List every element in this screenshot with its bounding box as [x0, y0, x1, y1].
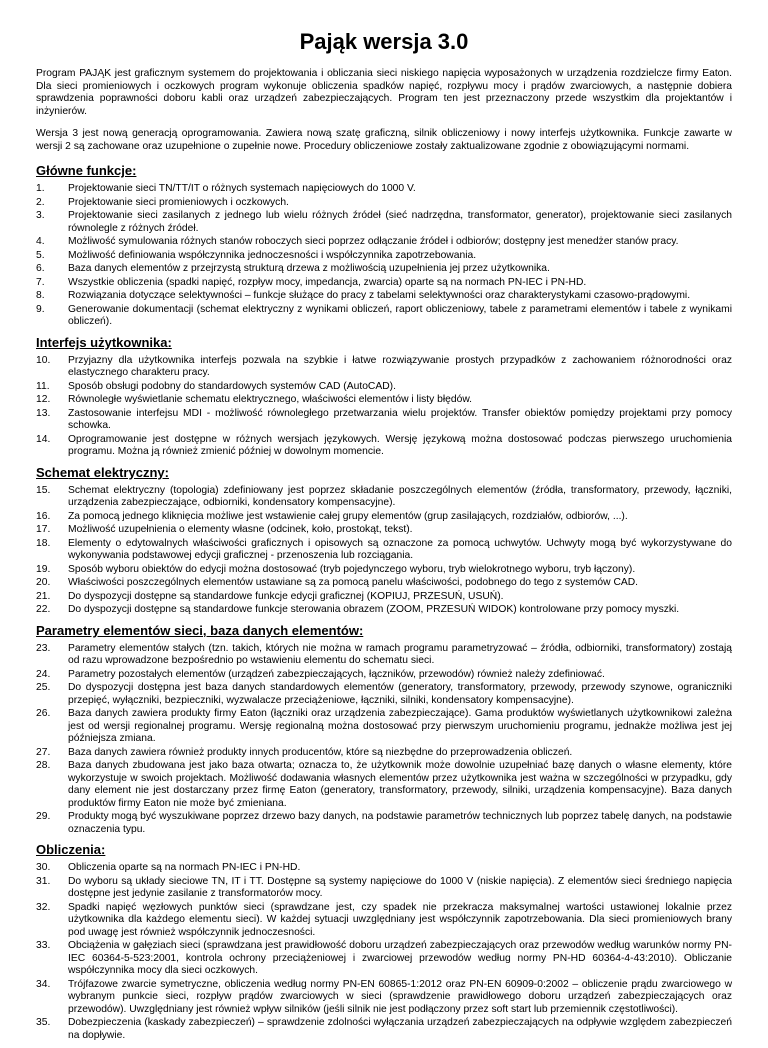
list-item-text: Oprogramowanie jest dostępne w różnych wersjach językowych. Wersję językową można dostosować podczas pierwszego uruchomienia programu. Można ją również zmienić później w dowolnym momencie.: [68, 433, 732, 458]
list-item: [36, 1017, 732, 1042]
list-item: [36, 277, 732, 290]
list-item: [36, 747, 732, 760]
list-item: [36, 643, 732, 668]
list-item: [36, 381, 732, 394]
list-item-number: 27.: [36, 746, 51, 758]
list-item-text: Wszystkie obliczenia (spadki napięć, rozpływ mocy, impedancja, zwarcia) oparte są na normach PN-IEC i PN-HD.: [68, 276, 587, 288]
list-item: [36, 708, 732, 746]
list-item-number: 19.: [36, 563, 51, 575]
list-item-number: 28.: [36, 760, 51, 772]
list-item-number: 13.: [36, 407, 51, 419]
list-item-number: 21.: [36, 590, 51, 602]
list-item-text: Równoległe wyświetlanie schematu elektrycznego, właściwości elementów i listy błędów.: [68, 394, 473, 406]
list-item-number: 10.: [36, 354, 51, 366]
list-item-text: Schemat elektryczny (topologia) zdefiniowany jest poprzez składanie poszczególnych elementów (źródła, transformatory, przewody, łączniki, urządzenia zabezpieczające, odbiorniki, kondensatory kompensacyjne).: [68, 484, 732, 509]
section: [36, 465, 732, 617]
document: [36, 24, 732, 1048]
list-item-text: Elementy o edytowalnych właściwości graficznych i opisowych są oznaczone za pomocą uchwytów. Uchwyty mogą być wykorzystywane do wykonywania podstawowej edycji graficznej - przenoszenia lub rozciągania.: [68, 537, 732, 562]
list-item: [36, 760, 732, 810]
sections: [36, 163, 732, 1042]
list-item-number: 29.: [36, 811, 51, 823]
list-item-number: 31.: [36, 875, 51, 887]
list-item-text: Rozwiązania dotyczące selektywności – funkcje służące do pracy z tabelami selektywności oraz charakterystykami czasowo-prądowymi.: [68, 290, 691, 302]
list-item: [36, 682, 732, 707]
list-item-number: 5.: [36, 249, 45, 261]
list-item: [36, 538, 732, 563]
list-item: [36, 564, 732, 577]
list-item: [36, 940, 732, 978]
section: [36, 842, 732, 1042]
list-item-number: 23.: [36, 642, 51, 654]
list-item-text: Produkty mogą być wyszukiwane poprzez drzewo bazy danych, na podstawie parametrów technicznych lub poprzez tabelę danych, na podstawie oznaczenia typu.: [68, 811, 732, 835]
list-item-number: 25.: [36, 682, 51, 694]
intro-paragraph: Wersja 3 jest nową generacją oprogramowania. Zawiera nową szatę graficzną, silnik obliczeniowy i nowy interfejs użytkownika. Funkcje zawarte w wersji 2 są zachowane oraz uzupełnione o zupełnie nowe. Procedury obliczeniowe zostały zaktualizowane zgodnie z obowiązującymi normami.: [36, 128, 732, 152]
list-item: [36, 876, 732, 901]
list-item-number: 30.: [36, 862, 51, 874]
list-item: [36, 290, 732, 303]
numbered-list: [36, 643, 732, 837]
list-item-text: Możliwość uzupełnienia o elementy własne (odcinek, koło, prostokąt, tekst).: [68, 524, 413, 536]
list-item-text: Parametry elementów stałych (tzn. takich, których nie można w ramach programu parametryzować – źródła, odbiorniki, transformatory) zostają od razu wprowadzone bezpośrednio po wstawieniu elementu do schematu sieci.: [68, 642, 732, 667]
list-item-number: 1.: [36, 183, 45, 195]
list-item-number: 8.: [36, 290, 45, 302]
list-item-number: 24.: [36, 668, 51, 680]
list-item: [36, 669, 732, 682]
list-item-text: Możliwość symulowania różnych stanów roboczych sieci poprzez odłączanie źródeł i odbiorów; dostępny jest menedżer stanów pracy.: [68, 236, 679, 248]
list-item-text: Do dyspozycji dostępne są standardowe funkcje edycji graficznej (KOPIUJ, PRZESUŃ, USUŃ).: [68, 590, 504, 602]
list-item: [36, 862, 732, 875]
list-item: [36, 811, 732, 836]
intro: [36, 68, 732, 153]
list-item: [36, 979, 732, 1017]
list-item-number: 7.: [36, 276, 45, 288]
list-item-number: 22.: [36, 604, 51, 616]
section: [36, 335, 732, 459]
section-heading: Interfejs użytkownika:: [36, 334, 172, 350]
list-item-text: Baza danych elementów z przejrzystą strukturą drzewa z możliwością uzupełnienia jej przez użytkownika.: [68, 263, 550, 275]
list-item-text: Generowanie dokumentacji (schemat elektryczny z wynikami obliczeń, raport obliczeniowy, tabele z parametrami elementów i tabele z wynikami obliczeń).: [68, 303, 732, 328]
list-item-text: Projektowanie sieci promieniowych i oczkowych.: [68, 196, 289, 208]
list-item: [36, 434, 732, 459]
list-item-text: Spadki napięć węzłowych punktów sieci (sprawdzane jest, czy spadek nie przekracza maksymalnej wartości ustawionej lokalnie przez użytkownika dla każdego elementu sieci). W każdej sytuacji uwzględniany jest współczynnik zapotrzebowania. Dla sieci promieniowych brany pod uwagę jest również współczynnik jednoczesności.: [68, 901, 732, 938]
list-item-text: Sposób wyboru obiektów do edycji można dostosować (tryb pojedynczego wyboru, tryb wielokrotnego wyboru, tryb łączony).: [68, 563, 636, 575]
list-item: [36, 304, 732, 329]
list-item-number: 11.: [36, 380, 50, 392]
list-item-text: Projektowanie sieci zasilanych z jednego lub wielu różnych źródeł (sieć nadrzędna, transformator, generator), projektowanie sieci zasilanych równolegle z różnych źródeł.: [68, 210, 732, 234]
page-title: Pająk wersja 3.0: [299, 29, 469, 54]
list-item-number: 20.: [36, 577, 51, 589]
list-item-text: Baza danych zawiera również produkty innych producentów, które są niezbędne do przeprowadzenia obliczeń.: [68, 746, 573, 758]
section: [36, 623, 732, 837]
list-item-number: 2.: [36, 196, 45, 208]
list-item-number: 26.: [36, 708, 51, 720]
list-item-number: 4.: [36, 236, 45, 248]
list-item-number: 9.: [36, 303, 45, 315]
list-item-text: Obciążenia w gałęziach sieci (sprawdzana jest prawidłowość doboru urządzeń zabezpieczających oraz przewodów według warunków normy PN-IEC 60364-5-523:2001, kontrola ochrony przeciążeniowej i zwarciowej przewodów według normy PN-HD 60364-4-43:2010). Obliczanie współczynnika mocy dla sieci oczkowych.: [68, 940, 732, 977]
list-item-number: 3.: [36, 210, 45, 222]
list-item-text: Do dyspozycji dostępne są standardowe funkcje sterowania obrazem (ZOOM, PRZESUŃ WIDOK) kontrolowane przy pomocy myszki.: [68, 604, 680, 616]
list-item-number: 32.: [36, 901, 51, 913]
list-item: [36, 591, 732, 604]
list-item-text: Za pomocą jednego kliknięcia możliwe jest wstawienie całej grupy elementów (grup zasilających, rozdziałów, odbiorów, ...).: [68, 510, 628, 522]
list-item: [36, 604, 732, 617]
list-item-text: Możliwość definiowania współczynnika jednoczesności i współczynnika zapotrzebowania.: [68, 249, 477, 261]
list-item-text: Baza danych zbudowana jest jako baza otwarta; oznacza to, że użytkownik może dowolnie uzupełniać bazę danych o własne elementy, które wykorzystuje w swoich projektach. Możliwość dodawania własnych elementów przez użytkownika jest ważna w szczególności w przypadku, gdy dany element nie jest dostarczany przez firmę Eaton (generatory, transformatory, przewody, silniki, urządzenia kompensacyjne). Baza danych produktów firmy Eaton nie może być zmieniana.: [68, 760, 732, 809]
section-heading: Obliczenia:: [36, 842, 106, 858]
list-item: [36, 577, 732, 590]
list-item-text: Obliczenia oparte są na normach PN-IEC i PN-HD.: [68, 862, 301, 874]
list-item: [36, 355, 732, 380]
list-item-number: 12.: [36, 394, 51, 406]
list-item-text: Projektowanie sieci TN/TT/IT o różnych systemach napięciowych do 1000 V.: [68, 183, 416, 195]
numbered-list: [36, 862, 732, 1042]
list-item-text: Przyjazny dla użytkownika interfejs pozwala na szybkie i łatwe rozwiązywanie prostych przypadków z zachowaniem różnorodności oraz elastycznego charakteru pracy.: [68, 354, 732, 379]
list-item-text: Parametry pozostałych elementów (urządzeń zabezpieczających, łączników, przewodów) również należy zdefiniować.: [68, 668, 605, 680]
list-item-text: Trójfazowe zwarcie symetryczne, obliczenia według normy PN-EN 60865-1:2012 oraz PN-EN 60909-0:2002 – obliczenie prądu zwarciowego w wybranym punkcie sieci, rozpływ prądów zwarciowych w sieci (sprawdzenie prawidłowego doboru urządzeń zabezpieczających oraz przewodów). Uwzględniany jest również wpływ silników (jeśli silnik nie jest podłączony przez soft start lub przemiennik częstotliwości).: [68, 978, 732, 1015]
list-item: [36, 511, 732, 524]
list-item-text: Sposób obsługi podobny do standardowych systemów CAD (AutoCAD).: [68, 380, 396, 392]
list-item: [36, 394, 732, 407]
list-item-text: Dobezpieczenia (kaskady zabezpieczeń) – sprawdzenie zdolności wyłączania urządzeń zabezpieczających na odpływie względem zabezpieczeń na dopływie.: [68, 1017, 732, 1041]
list-item-text: Do wyboru są układy sieciowe TN, IT i TT. Dostępne są systemy napięciowe do 1000 V (niskie napięcia). Z elementów sieci średniego napięcia dostępne jest jedynie zasilanie z transformatorów mocy.: [68, 875, 732, 900]
list-item: [36, 183, 732, 196]
list-item-number: 14.: [36, 433, 51, 445]
list-item: [36, 236, 732, 249]
list-item: [36, 210, 732, 235]
list-item: [36, 902, 732, 940]
list-item-number: 33.: [36, 940, 51, 952]
list-item-number: 18.: [36, 537, 51, 549]
list-item-number: 35.: [36, 1017, 51, 1029]
intro-paragraph: Program PAJĄK jest graficznym systemem do projektowania i obliczania sieci niskiego napięcia wyposażonych w urządzenia rozdzielcze firmy Eaton. Dla sieci promieniowych i oczkowych program wykonuje obliczenia spadków napięć, rozpływu mocy i prądów zwarciowych, a następnie dobiera sprawdzenia poprawności doboru kabli oraz urządzeń zabezpieczających. Program ten jest przeznaczony przede wszystkim dla projektantów i inżynierów.: [36, 68, 732, 117]
list-item-text: Do dyspozycji dostępna jest baza danych standardowych elementów (generatory, transformatory, przewody, przewody szynowe, ograniczniki przepięć, wyłączniki, bezpieczniki, wyzwalacze przeciążeniowe, łączniki, silniki, kondensatory kompensacyjne).: [68, 682, 732, 706]
list-item-number: 17.: [36, 524, 51, 536]
list-item-number: 34.: [36, 978, 51, 990]
list-item: [36, 263, 732, 276]
section-heading: Schemat elektryczny:: [36, 464, 169, 480]
list-item-number: 15.: [36, 484, 51, 496]
list-item-number: 6.: [36, 263, 45, 275]
list-item: [36, 197, 732, 210]
list-item: [36, 524, 732, 537]
numbered-list: [36, 485, 732, 617]
list-item: [36, 408, 732, 433]
numbered-list: [36, 183, 732, 329]
section-heading: Parametry elementów sieci, baza danych elementów:: [36, 622, 364, 638]
numbered-list: [36, 355, 732, 459]
list-item: [36, 250, 732, 263]
section: [36, 163, 732, 329]
section-heading: Główne funkcje:: [36, 163, 137, 179]
list-item-number: 16.: [36, 510, 51, 522]
list-item-text: Właściwości poszczególnych elementów ustawiane są za pomocą panelu właściwości, podobnego do tego z systemów CAD.: [68, 577, 639, 589]
list-item-text: Zastosowanie interfejsu MDI - możliwość równoległego przetwarzania wielu projektów. Transfer obiektów pomiędzy projektami przy pomocy schowka.: [68, 407, 732, 432]
list-item: [36, 485, 732, 510]
list-item-text: Baza danych zawiera produkty firmy Eaton (łączniki oraz urządzenia zabezpieczające). Gama produktów wyświetlanych użytkownikowi zależna jest od wersji regionalnej programu. Wersję regionalną można dostosować przy pierwszym uruchomieniu programu, jednakże możliwa jest jej późniejsza zmiana.: [68, 708, 732, 745]
